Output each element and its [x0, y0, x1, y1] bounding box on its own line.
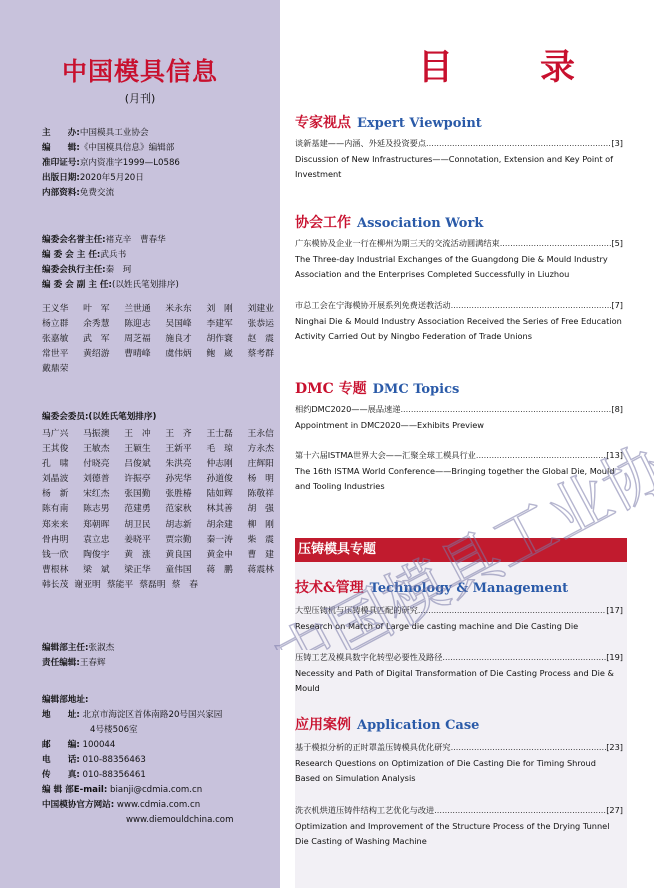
person-name: 范家秋	[165, 504, 192, 515]
name-row	[42, 347, 274, 362]
person-name: 蒋震林	[247, 564, 274, 575]
toc-entry[interactable]: 广东模协及企业一行在柳州为期三天的交流活动圆满结束 ..... [5] The Three-day Industrial Exchanges of the Guangdong Die & Mould Industry Association and the Enterprises Completed Successfully in Liuzhou	[295, 236, 623, 283]
toc-entry[interactable]: 谈新基建——内涵、外延及投资要点 ..... [3] Discussion of New Infrastructures——Connotation, Extension and Key Point of Investment	[295, 136, 623, 183]
person-name: 郑朝晖	[83, 519, 110, 530]
person-name: 许振亭	[124, 474, 151, 485]
toc-heading: 目 录	[418, 47, 602, 88]
person-name: 张国勤	[124, 489, 151, 500]
person-name: 赵 震	[247, 334, 274, 345]
person-name: 胡志新	[165, 519, 192, 530]
person-name: 杨 明	[247, 474, 274, 485]
name-row	[42, 518, 274, 533]
toc-entry[interactable]: 基于模拟分析的正时罩盖压铸模具优化研究 ..... [23] Research Questions on Optimization of Die Casting Die for Timing Shroud Based on Simulation Analysis	[295, 740, 623, 787]
person-name: 蔡 春	[171, 579, 199, 590]
name-row	[42, 533, 274, 548]
person-name: 陈有南	[42, 504, 69, 515]
person-name: 方永杰	[247, 444, 274, 455]
person-name: 蔡磊明	[139, 579, 166, 590]
person-name: 叶 军	[83, 304, 110, 314]
person-name: 米永东	[165, 304, 192, 314]
editorial-board: 编委会名誉主任:褚克辛 曹春华 编 委 会 主 任:武兵书 编委会执行主任:秦 珂 编 委 会 副 主 任:(以姓氏笔划排序)	[42, 235, 179, 290]
person-name: 仲志刚	[206, 459, 233, 470]
person-name: 胡卫民	[124, 519, 151, 530]
person-name: 付晓亮	[83, 459, 110, 470]
person-name: 王 齐	[165, 429, 192, 439]
person-name: 蒋 鹏	[206, 564, 233, 575]
person-name: 鲍 崴	[206, 349, 233, 360]
person-name: 黄 涨	[124, 549, 151, 560]
person-name: 陶俊宇	[83, 549, 110, 560]
person-name: 谢亚明	[74, 579, 101, 590]
person-name: 林其善	[206, 504, 233, 515]
person-name: 陈敬祥	[247, 489, 274, 500]
person-name: 戴鼎荣	[42, 364, 69, 375]
publication-info: 主 办:中国模具工业协会 编 辑:《中国模具信息》编辑部 准印证号:京内资准字1999—L0586 出版日期:2020年5月20日 内部资料:免费交流	[42, 128, 180, 198]
person-name: 刘晶波	[42, 474, 69, 485]
special-topic-banner: 压铸模具专题	[295, 538, 627, 562]
name-row	[42, 457, 274, 472]
toc-entry[interactable]: 大型压铸机与压铸模具匹配的研究 ..... [17] Research on Match of Large die casting machine and Die Casting Die	[295, 603, 623, 634]
person-name: 张胜椿	[165, 489, 192, 500]
toc-entry[interactable]: 压铸工艺及模具数字化转型必要性及路径 ..... [19] Necessity and Path of Digital Transformation of Die Casting Process and Die & Mould	[295, 650, 623, 697]
section-association-work: 协会工作 Association Work	[295, 215, 484, 231]
person-name: 柴 震	[247, 534, 274, 545]
person-name: 胡余建	[206, 519, 233, 530]
person-name: 杨 新	[42, 489, 69, 500]
person-name: 郑来来	[42, 519, 69, 530]
person-name: 范建勇	[124, 504, 151, 515]
person-name: 蔡考群	[247, 349, 274, 360]
section-technology-management: 技术&管理 Technology & Management	[295, 580, 569, 596]
person-name: 王颖生	[124, 444, 151, 455]
person-name: 陆如辉	[206, 489, 233, 500]
toc-entry[interactable]: 第十六届ISTMA世界大会——汇聚全球工模具行业 ..... [13] The 16th ISTMA World Conference——Bringing together the Global Die, Mould and Tooling Industries	[295, 448, 623, 495]
section-application-case: 应用案例 Application Case	[295, 717, 480, 733]
person-name: 贾宗勤	[165, 534, 192, 545]
section-expert-viewpoint: 专家视点 Expert Viewpoint	[295, 115, 482, 131]
person-name: 王士磊	[206, 429, 233, 439]
toc-entry[interactable]: 市总工会在宁海模协开展系列免费送教活动 ..... [7] Ninghai Die & Mould Industry Association Received the Series of Free Education Activity Carried Out by Ningbo Federation of Trade Unions	[295, 298, 623, 345]
person-name: 王其俊	[42, 444, 69, 455]
name-row	[42, 548, 274, 563]
person-name: 童伟国	[165, 564, 192, 575]
person-name: 杨立群	[42, 319, 69, 330]
person-name: 常世平	[42, 349, 69, 360]
name-row	[42, 442, 274, 457]
editors-info: 编辑部主任:张淑杰 责任编辑:王春辉	[42, 643, 115, 668]
name-row	[42, 302, 274, 317]
person-name: 张恭运	[247, 319, 274, 330]
person-name: 吕俊斌	[124, 459, 151, 470]
person-name: 黄金申	[206, 549, 233, 560]
person-name: 马广兴	[42, 429, 69, 439]
person-name: 梁 斌	[83, 564, 110, 575]
person-name: 陈志男	[83, 504, 110, 515]
person-name: 王 冲	[124, 429, 151, 439]
name-row	[42, 487, 274, 502]
name-row	[42, 502, 274, 517]
person-name: 王敏杰	[83, 444, 110, 455]
person-name: 陈迎志	[124, 319, 151, 330]
name-row	[42, 472, 274, 487]
person-name: 黄良国	[165, 549, 192, 560]
name-row	[42, 362, 274, 377]
person-name: 孔 啸	[42, 459, 69, 470]
section-dmc-topics: DMC 专题 DMC Topics	[295, 381, 460, 397]
members-label: 编委会委员:(以姓氏笔划排序)	[42, 412, 157, 422]
person-name: 骨冉明	[42, 534, 69, 545]
address-info: 编辑部地址: 地 址: 北京市海淀区首体南路20号国兴家园 4号楼506室 邮 编: 100044 电 话: 010-88356463 传 真: 010-88356461 编 辑 部E-mail: bianji@cdmia.com.cn 中国模协官方网站: www.cdmia.com.cn www.diemouldchina.com	[42, 695, 234, 825]
person-name: 孙宪华	[165, 474, 192, 485]
person-name: 兰世通	[124, 304, 151, 314]
person-name: 黄绍游	[83, 349, 110, 360]
person-name: 胡 强	[247, 504, 274, 515]
person-name: 余秀慧	[83, 319, 110, 330]
person-name: 刘建业	[247, 304, 274, 314]
person-name: 施良才	[165, 334, 192, 345]
person-name: 武 军	[83, 334, 110, 345]
name-row	[42, 563, 274, 578]
person-name: 刘 刚	[206, 304, 233, 314]
person-name: 王永信	[247, 429, 274, 439]
toc-entry[interactable]: 相约DMC2020——展品速递 ..... [8] Appointment in DMC2020——Exhibits Preview	[295, 402, 623, 433]
person-name: 姜晓平	[124, 534, 151, 545]
person-name: 曹 建	[247, 549, 274, 560]
person-name: 马振澳	[83, 429, 110, 439]
person-name: 周芝福	[124, 334, 151, 345]
person-name: 曹晴峰	[124, 349, 151, 360]
vice-director-names	[42, 302, 274, 377]
person-name: 胡作寰	[206, 334, 233, 345]
person-name: 秦一涛	[206, 534, 233, 545]
name-row	[42, 332, 274, 347]
person-name: 李建军	[206, 319, 233, 330]
person-name: 宋红杰	[83, 489, 110, 500]
person-name: 曹根林	[42, 564, 69, 575]
person-name: 柳 刚	[247, 519, 274, 530]
person-name: 梁正华	[124, 564, 151, 575]
name-row	[42, 427, 274, 442]
toc-entry[interactable]: 洗衣机烘道压铸件结构工艺优化与改进 ..... [27] Optimization and Improvement of the Structure Process of the Drying Tunnel Die Casting of Washing Machine	[295, 803, 623, 850]
name-row	[42, 317, 274, 332]
name-row	[42, 578, 274, 593]
magazine-frequency: (月刊)	[124, 92, 156, 105]
person-name: 王义华	[42, 304, 69, 314]
person-name: 韩长茂	[42, 579, 69, 590]
person-name: 朱洪亮	[165, 459, 192, 470]
person-name: 张嘉敏	[42, 334, 69, 345]
person-name: 蔡能平	[106, 579, 134, 590]
person-name: 毛 琼	[206, 444, 233, 455]
member-names	[42, 427, 274, 593]
person-name: 庄辉阳	[247, 459, 274, 470]
magazine-title: 中国模具信息	[61, 57, 218, 86]
person-name: 虞伟炳	[165, 349, 192, 360]
person-name: 吴国峰	[165, 319, 192, 330]
person-name: 王新平	[165, 444, 192, 455]
person-name: 孙道俊	[206, 474, 233, 485]
person-name: 袁立忠	[83, 534, 110, 545]
person-name: 钱一欣	[42, 549, 69, 560]
person-name: 刘德普	[83, 474, 110, 485]
